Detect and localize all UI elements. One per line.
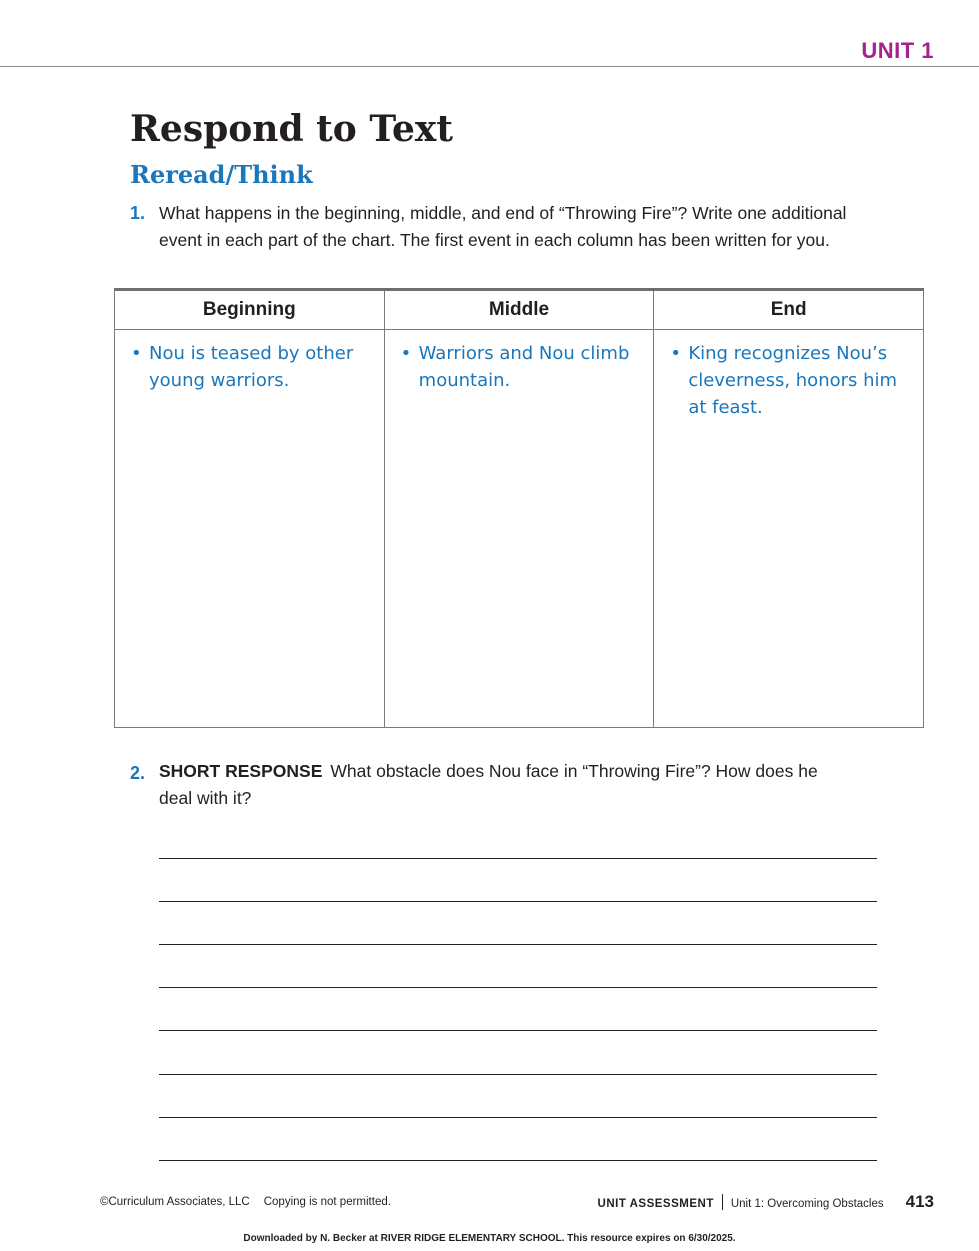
event-text: Warriors and Nou climb mountain. bbox=[418, 343, 630, 391]
event-chart bbox=[114, 288, 924, 728]
answer-line[interactable] bbox=[159, 858, 877, 859]
question-2-prompt: What obstacle does Nou face in “Throwing Fire”? How does he deal with it? bbox=[159, 761, 818, 808]
chart-cell-middle[interactable] bbox=[384, 330, 654, 728]
footer-divider bbox=[722, 1194, 723, 1210]
chart-cell-end[interactable] bbox=[654, 330, 924, 728]
header-divider bbox=[0, 66, 979, 67]
footer-left bbox=[100, 1196, 391, 1208]
event-item bbox=[401, 340, 644, 394]
question-1-text: What happens in the beginning, middle, and end of “Throwing Fire”? Write one additional event in each part of the chart. The first event in each column has been written for you. bbox=[159, 203, 847, 250]
short-response-tag: SHORT RESPONSE bbox=[159, 761, 323, 781]
copy-notice: Copying is not permitted. bbox=[263, 1196, 391, 1208]
download-note: Downloaded by N. Becker at RIVER RIDGE ELEMENTARY SCHOOL. This resource expires on 6/30/2025. bbox=[243, 1233, 736, 1244]
answer-line[interactable] bbox=[159, 901, 877, 902]
event-item bbox=[670, 340, 913, 421]
answer-line[interactable] bbox=[159, 1117, 877, 1118]
question-2-number: 2. bbox=[130, 763, 146, 783]
answer-line[interactable] bbox=[159, 1030, 877, 1031]
page-number: 413 bbox=[905, 1192, 934, 1211]
question-2-text bbox=[159, 758, 849, 812]
chart-header-end: End bbox=[654, 290, 924, 330]
chart-header-middle: Middle bbox=[384, 290, 654, 330]
answer-line[interactable] bbox=[159, 1074, 877, 1075]
chart-header-beginning: Beginning bbox=[115, 290, 385, 330]
bullet-icon: • bbox=[131, 343, 142, 364]
question-1-number: 1. bbox=[130, 203, 146, 223]
bullet-icon: • bbox=[670, 343, 681, 364]
footer-right bbox=[598, 1192, 934, 1212]
unit-title: Unit 1: Overcoming Obstacles bbox=[730, 1198, 884, 1210]
event-item bbox=[131, 340, 374, 394]
answer-line[interactable] bbox=[159, 944, 877, 945]
answer-line[interactable] bbox=[159, 1160, 877, 1161]
section-subtitle: Reread/Think bbox=[130, 160, 313, 189]
event-text: Nou is teased by other young warriors. bbox=[149, 343, 354, 391]
unit-label: UNIT 1 bbox=[861, 38, 934, 63]
section-label: UNIT ASSESSMENT bbox=[597, 1198, 714, 1210]
bullet-icon: • bbox=[400, 343, 412, 364]
page-title: Respond to Text bbox=[130, 108, 453, 150]
chart-cell-beginning[interactable] bbox=[115, 330, 385, 728]
answer-line[interactable] bbox=[159, 987, 877, 988]
copyright-text: ©Curriculum Associates, LLC bbox=[100, 1196, 250, 1208]
event-text: King recognizes Nou’s cleverness, honors him at feast. bbox=[688, 343, 898, 418]
